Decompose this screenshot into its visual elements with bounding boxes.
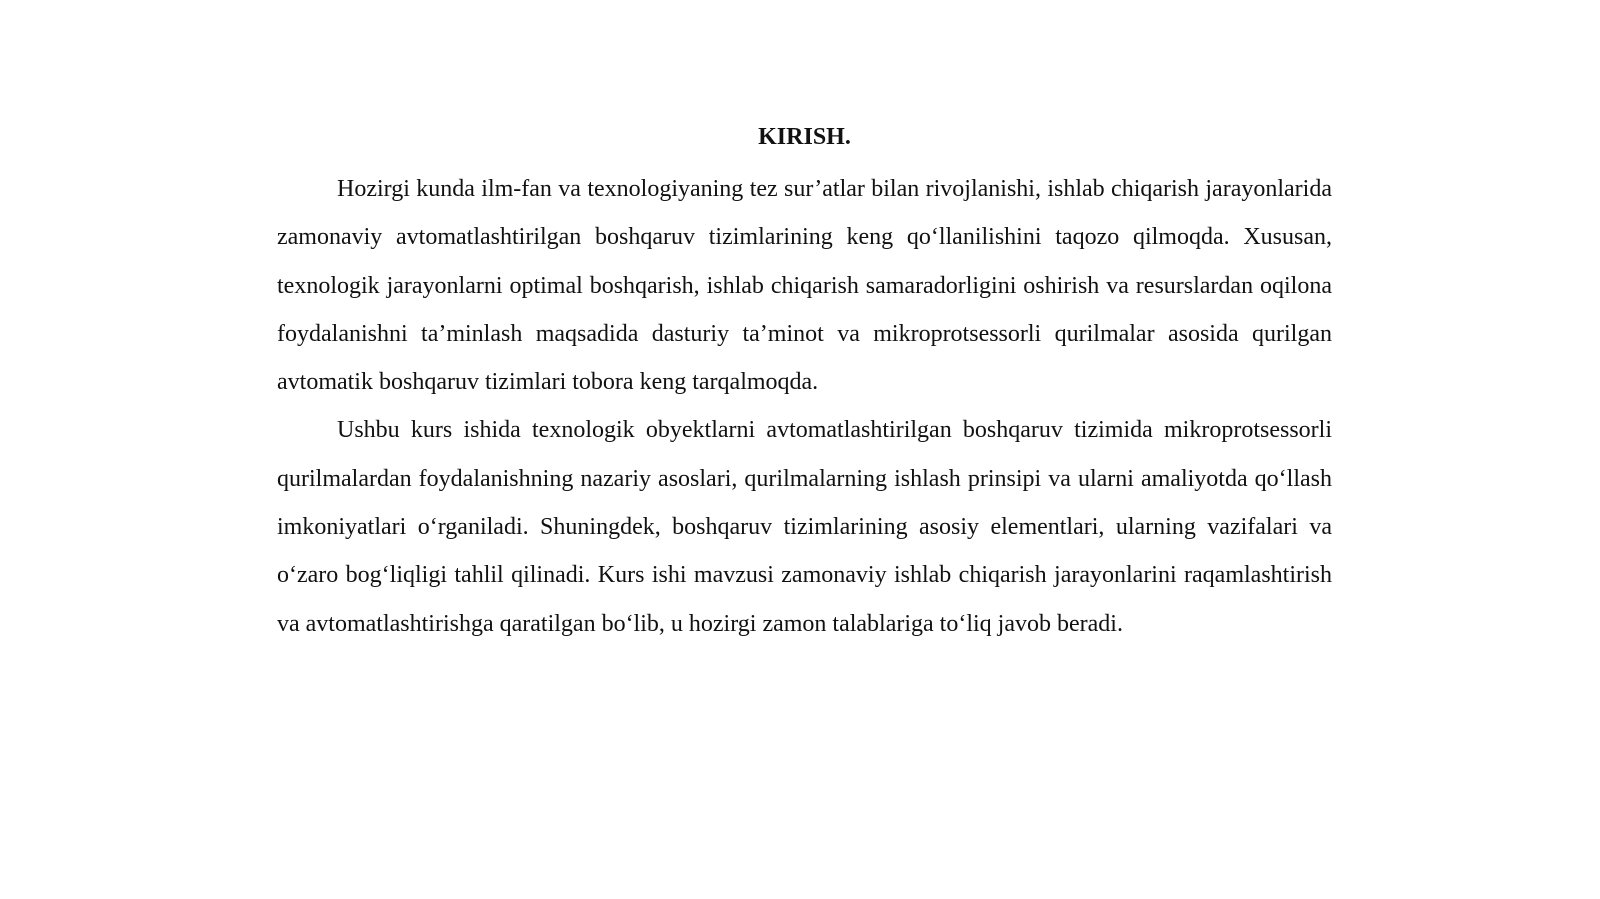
paragraph-2: Ushbu kurs ishida texnologik obyektlarni avtomatlashtirilgan boshqaruv tizimida mikroprotsessorli qurilmalardan foydalanishning nazariy asoslari, qurilmalarning ishlash prinsipi va ularni amaliyotda qo‘llash imkoniyatlari o‘rganiladi. Shuningdek, boshqaruv tizimlarining asosiy elementlari, ularning vazifalari va o‘zaro bog‘liqligi tahlil qilinadi. Kurs ishi mavzusi zamonaviy ishlab chiqarish jarayonlarini raqamlashtirish va avtomatlashtirishga qaratilgan bo‘lib, u hozirgi zamon talablariga to‘liq javob beradi. bbox=[277, 417, 1332, 637]
paragraph-1: Hozirgi kunda ilm-fan va texnologiyaning tez sur’atlar bilan rivojlanishi, ishlab chiqarish jarayonlarida zamonaviy avtomatlashtirilgan boshqaruv tizimlarining keng qo‘llanilishini taqozo qilmoqda. Xususan, texnologik jarayonlarni optimal boshqarish, ishlab chiqarish samaradorligini oshirish va resurslardan oqilona foydalanishni ta’minlash maqsadida dasturiy ta’minot va mikroprotsessorli qurilmalar asosida qurilgan avtomatik boshqaruv tizimlari tobora keng tarqalmoqda. bbox=[277, 176, 1332, 396]
document-body bbox=[277, 117, 1332, 648]
section-title: KIRISH. bbox=[758, 124, 851, 150]
